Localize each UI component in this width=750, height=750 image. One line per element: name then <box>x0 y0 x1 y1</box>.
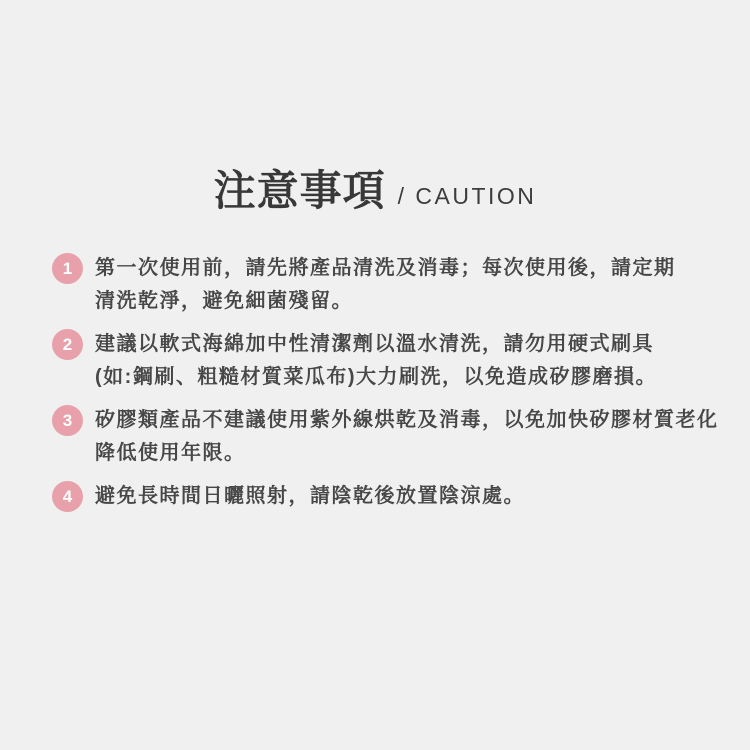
item-text-line: 清洗乾淨，避免細菌殘留。 <box>95 290 353 313</box>
item-text <box>95 328 657 394</box>
item-text-line: 第一次使用前，請先將產品清洗及消毒；每次使用後，請定期 <box>95 257 676 280</box>
item-number: 4 <box>62 486 73 506</box>
item-text-line: 降低使用年限。 <box>95 442 246 465</box>
item-text <box>95 480 525 513</box>
page-title-en: / CAUTION <box>397 183 537 210</box>
item-number-badge <box>52 481 83 512</box>
page-title <box>0 0 750 214</box>
item-number: 1 <box>62 258 73 278</box>
item-number-badge <box>52 329 83 360</box>
list-item <box>52 252 720 318</box>
item-number: 2 <box>62 334 73 354</box>
caution-list <box>0 252 750 513</box>
list-item <box>52 328 720 394</box>
item-number-badge <box>52 405 83 436</box>
page-title-zh: 注意事項 <box>213 167 386 214</box>
item-text <box>95 252 676 318</box>
item-text <box>95 404 719 470</box>
item-text-line: 矽膠類產品不建議使用紫外線烘乾及消毒，以免加快矽膠材質老化 <box>95 409 719 432</box>
item-number: 3 <box>62 410 73 430</box>
item-text-line: 避免長時間日曬照射，請陰乾後放置陰涼處。 <box>95 485 525 508</box>
item-number-badge <box>52 253 83 284</box>
item-text-line: 建議以軟式海綿加中性清潔劑以溫水清洗，請勿用硬式刷具 <box>95 333 654 356</box>
list-item <box>52 404 720 470</box>
list-item <box>52 480 720 513</box>
item-text-line: (如:鋼刷、粗糙材質菜瓜布)大力刷洗，以免造成矽膠磨損。 <box>95 366 657 389</box>
